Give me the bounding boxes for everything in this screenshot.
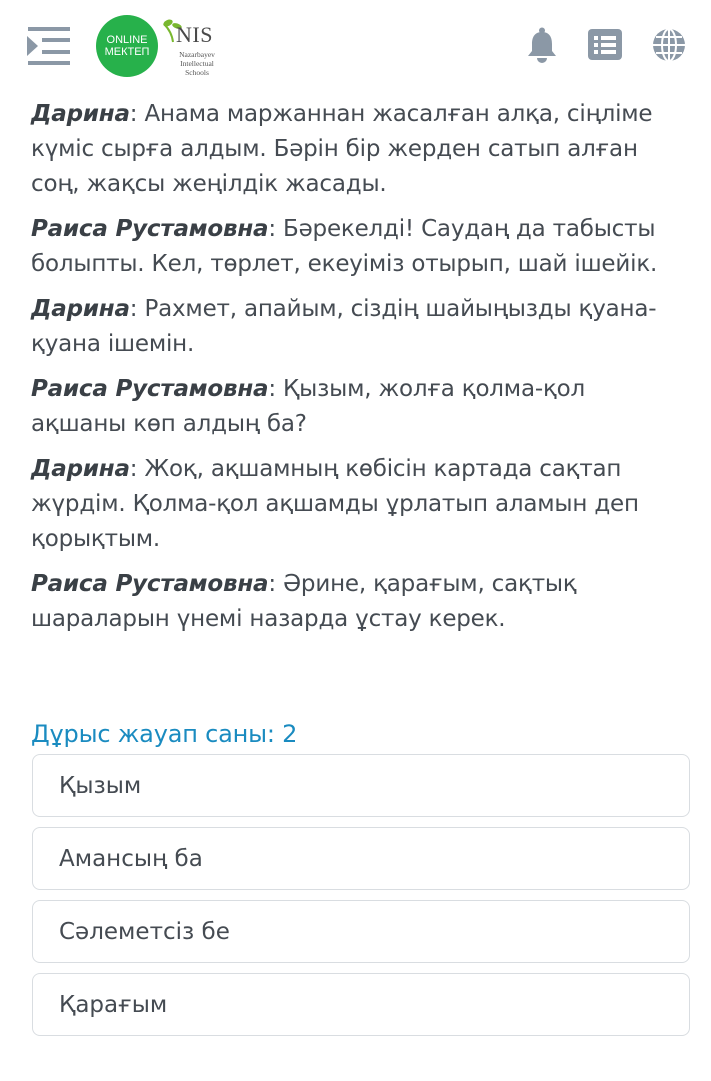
answer-option[interactable]: Сәлеметсіз бе bbox=[32, 900, 690, 963]
nis-subtitle: Nazarbayev Intellectual Schools bbox=[179, 50, 215, 77]
dialog-line bbox=[31, 292, 683, 362]
bell-icon[interactable] bbox=[525, 27, 561, 63]
speaker-name: Дарина bbox=[31, 456, 130, 482]
logo-line-1: ONLINE bbox=[106, 34, 148, 46]
list-icon[interactable] bbox=[587, 28, 623, 64]
dialog-line-text: : Әрине, қарағым, сақтық шараларын үнемі назарда ұстау керек. bbox=[31, 571, 577, 632]
dialog-line bbox=[31, 97, 683, 202]
speaker-name: Дарина bbox=[31, 101, 130, 127]
dialog-line bbox=[31, 372, 683, 442]
logo-line-2: МЕКТЕП bbox=[104, 46, 150, 58]
speaker-name: Раиса Рустамовна bbox=[31, 216, 269, 242]
nis-title: NIS bbox=[176, 22, 213, 47]
dialog-line-text: : Бәрекелді! Саудаң да табысты болыпты. Кел, төрлет, екеуіміз отырып, шай ішейік. bbox=[31, 216, 658, 277]
correct-answer-count: Дұрыс жауап саны: 2 bbox=[31, 720, 298, 748]
dialog-line-text: : Анама маржаннан жасалған алқа, сіңліме күміс сырға алдым. Бәрін бір жерден сатып алған соң, жақсы жеңілдік жасады. bbox=[31, 101, 653, 197]
dialog-line bbox=[31, 567, 683, 637]
nis-logo bbox=[162, 18, 222, 78]
answer-option[interactable]: Амансың ба bbox=[32, 827, 690, 890]
answer-option[interactable]: Қарағым bbox=[32, 973, 690, 1036]
speaker-name: Раиса Рустамовна bbox=[31, 571, 269, 597]
dialog-line bbox=[31, 452, 683, 557]
dialog-line bbox=[31, 212, 683, 282]
dialog-line-text: : Қызым, жолға қолма-қол ақшаны көп алдың ба? bbox=[31, 376, 586, 437]
globe-icon[interactable] bbox=[651, 27, 687, 63]
speaker-name: Дарина bbox=[31, 296, 130, 322]
dialog-line-text: : Рахмет, апайым, сіздің шайыңызды қуана-қуана ішемін. bbox=[31, 296, 657, 357]
top-bar bbox=[0, 0, 711, 92]
answer-options bbox=[32, 754, 690, 1046]
speaker-name: Раиса Рустамовна bbox=[31, 376, 269, 402]
answer-option[interactable]: Қызым bbox=[32, 754, 690, 817]
dialog-text bbox=[31, 72, 683, 647]
online-mektep-logo[interactable] bbox=[96, 15, 158, 77]
menu-icon[interactable] bbox=[24, 24, 72, 68]
dialog-line-text: : Жоқ, ақшамның көбісін картада сақтап жүрдім. Қолма-қол ақшамды ұрлатып аламын деп қорықтым. bbox=[31, 456, 639, 552]
